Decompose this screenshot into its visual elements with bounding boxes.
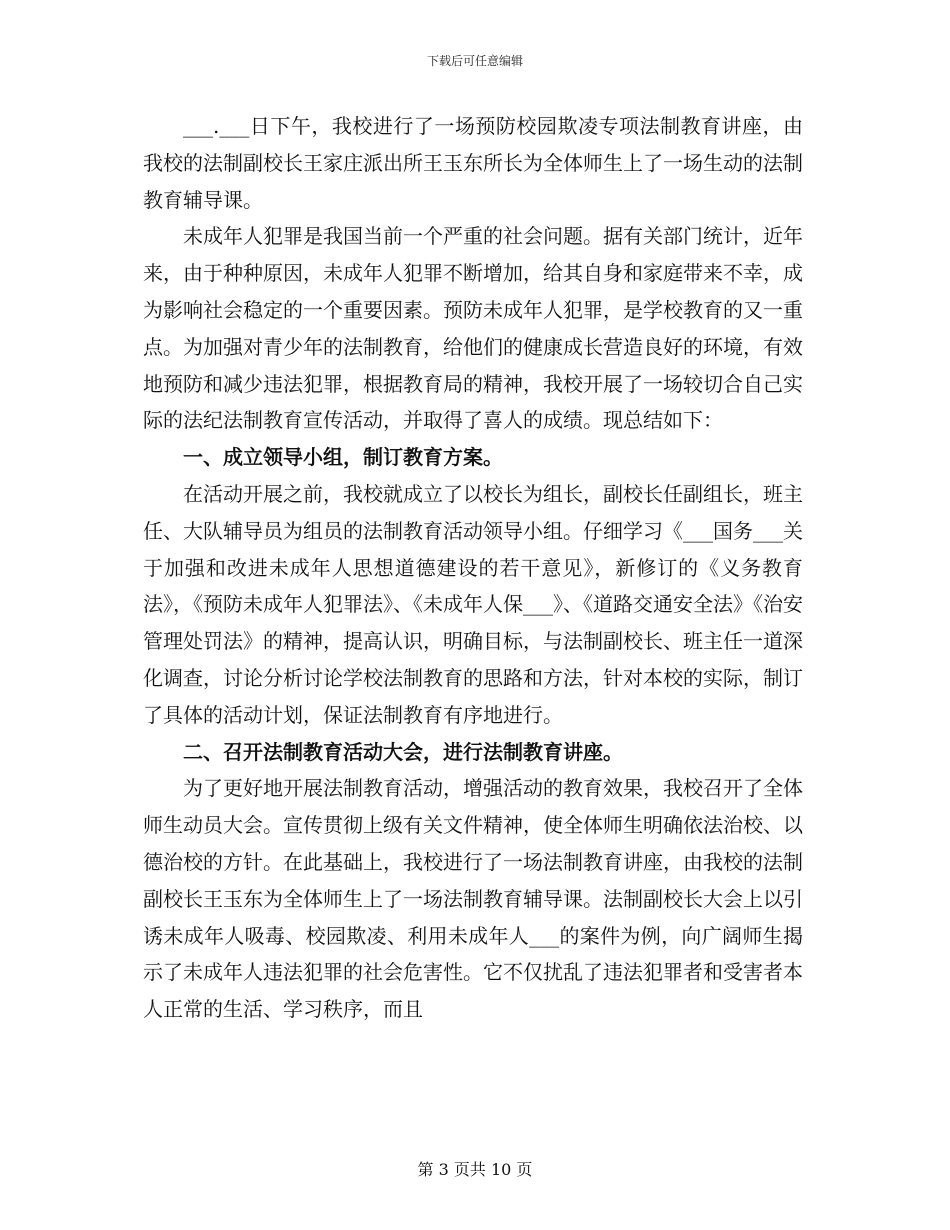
section-heading-1: 一、成立领导小组，制订教育方案。 <box>183 445 503 470</box>
paragraph-intro: ___.___日下午，我校进行了一场预防校园欺凌专项法制教育讲座，由我校的法制副校长王家庄派出所王玉东所长为全体师生上了一场生动的法制教育辅导课。 <box>143 114 803 212</box>
page-footer: 第 3 页共 10 页 <box>417 1160 533 1179</box>
section-heading-2: 二、召开法制教育活动大会，进行法制教育讲座。 <box>183 739 623 764</box>
paragraph-section-2: 为了更好地开展法制教育活动，增强活动的教育效果，我校召开了全体师生动员大会。宣传贯彻上级有关文件精神，使全体师生明确依法治校、以德治校的方针。在此基础上，我校进行了一场法制教育讲座，由我校的法制副校长王玉东为全体师生上了一场法制教育辅导课。法制副校长大会上以引诱未成年人吸毒、校园欺凌、利用未成年人___的案件为例，向广阔师生揭示了未成年人违法犯罪的社会危害性。它不仅扰乱了违法犯罪者和受害者本人正常的生活、学习秩序，而且 <box>143 776 803 1022</box>
page-header: 下载后可任意编辑 <box>426 54 523 68</box>
paragraph-section-1: 在活动开展之前，我校就成立了以校长为组长，副校长任副组长，班主任、大队辅导员为组员的法制教育活动领导小组。仔细学习《___国务___关于加强和改进未成年人思想道德建设的若干意见》，新修订的《义务教育法》，《预防未成年人犯罪法》、《未成年人保___》、《道路交通安全法》《治安管理处罚法》的精神，提高认识，明确目标，与法制副校长、班主任一道深化调查，讨论分析讨论学校法制教育的思路和方法，针对本校的实际，制订了具体的活动计划，保证法制教育有序地进行。 <box>143 481 803 727</box>
document-body <box>143 108 803 1028</box>
paragraph-background: 未成年人犯罪是我国当前一个严重的社会问题。据有关部门统计，近年来，由于种种原因，未成年人犯罪不断增加，给其自身和家庭带来不幸，成为影响社会稳定的一个重要因素。预防未成年人犯罪，是学校教育的又一重点。为加强对青少年的法制教育，给他们的健康成长营造良好的环境，有效地预防和减少违法犯罪，根据教育局的精神，我校开展了一场较切合自己实际的法纪法制教育宣传活动，并取得了喜人的成绩。现总结如下： <box>143 224 803 433</box>
